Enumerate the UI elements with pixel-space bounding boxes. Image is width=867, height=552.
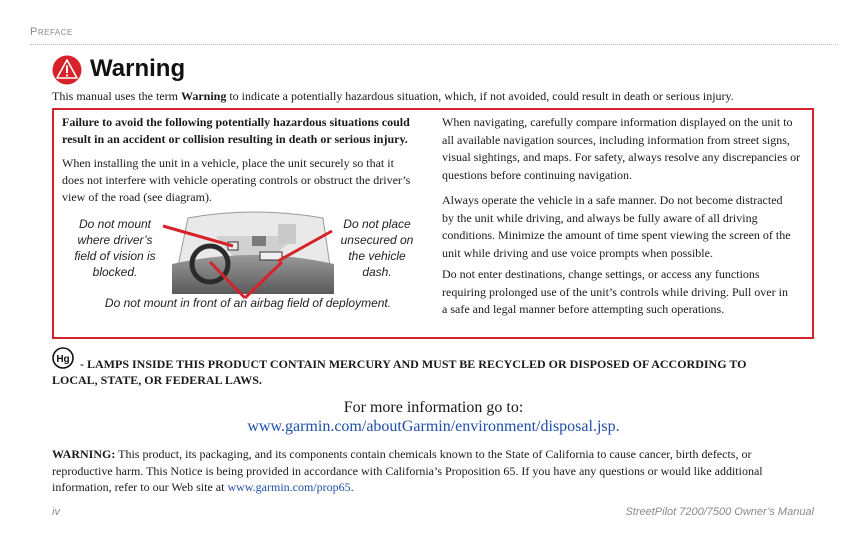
- right-paragraph-2: Always operate the vehicle in a safe manner. Do not become distracted by the unit while driving, and always be fully aware of all driving conditions. Minimize the amount of time spent viewing the screen of the unit while driving and use voice prompts when possible.: [442, 193, 791, 260]
- manual-title: StreetPilot 7200/7500 Owner’s Manual: [625, 506, 814, 518]
- diagram-label-left: Do not mount where driver’s field of vision is blocked.: [74, 217, 156, 279]
- install-text-line-2: does not interfere with vehicle operating controls or obstruct the driver’s: [62, 173, 411, 187]
- page-title: Warning: [90, 55, 186, 82]
- section-header: Preface: [30, 26, 73, 38]
- right-paragraph-1: When navigating, carefully compare information displayed on the unit to all available navigation sources, including information from street signs, visual sightings, and maps. For safety, always resolve any discrepancies or questions before continuing navigation.: [442, 115, 801, 182]
- diagram-caption: Do not mount in front of an airbag field of deployment.: [104, 296, 392, 310]
- right-paragraph-3: Do not enter destinations, change settings, or access any functions requiring prolonged use of the unit’s controls while driving. Pull over in a safe and legal manner before attempting such operations.: [442, 267, 788, 316]
- prop65-link[interactable]: www.garmin.com/prop65: [227, 480, 351, 494]
- more-info-text: For more information go to:: [343, 399, 524, 416]
- pointer-airbag-right: [245, 262, 282, 298]
- pointer-airbag-left: [210, 262, 245, 298]
- mercury-symbol: Hg: [56, 354, 70, 365]
- intro-text: This manual uses the term Warning to indicate a potentially hazardous situation, which, if not avoided, could result in death or serious injury.: [52, 89, 734, 103]
- page-number: iv: [52, 506, 60, 518]
- install-text-line-1: When installing the unit in a vehicle, place the unit securely so that it: [62, 156, 394, 170]
- bold-warning-line-1: Failure to avoid the following potentially hazardous situations could: [62, 115, 410, 129]
- diagram-label-right: Do not place unsecured on the vehicle dash.: [340, 217, 414, 279]
- install-text-line-3: view of the road (see diagram).: [62, 190, 212, 204]
- mercury-notice: - LAMPS INSIDE THIS PRODUCT CONTAIN MERCURY AND MUST BE RECYCLED OR DISPOSED OF ACCORDING TO LOCAL, STATE, OR FEDERAL LAWS.: [52, 357, 747, 387]
- prop65-warning: WARNING: This product, its packaging, and its components contain chemicals known to the State of California to cause cancer, birth defects, or reproductive harm. This Notice is being provided in accordance with California’s Proposition 65. If you have any questions or would like additional information, refer to our Web site at www.garmin.com/prop65.: [52, 447, 763, 494]
- pointer-right: [278, 231, 332, 261]
- disposal-link[interactable]: www.garmin.com/aboutGarmin/environment/disposal.jsp.: [247, 418, 620, 435]
- bold-warning-line-2: result in an accident or collision resulting in death or serious injury.: [62, 132, 408, 146]
- pointer-left: [163, 226, 233, 246]
